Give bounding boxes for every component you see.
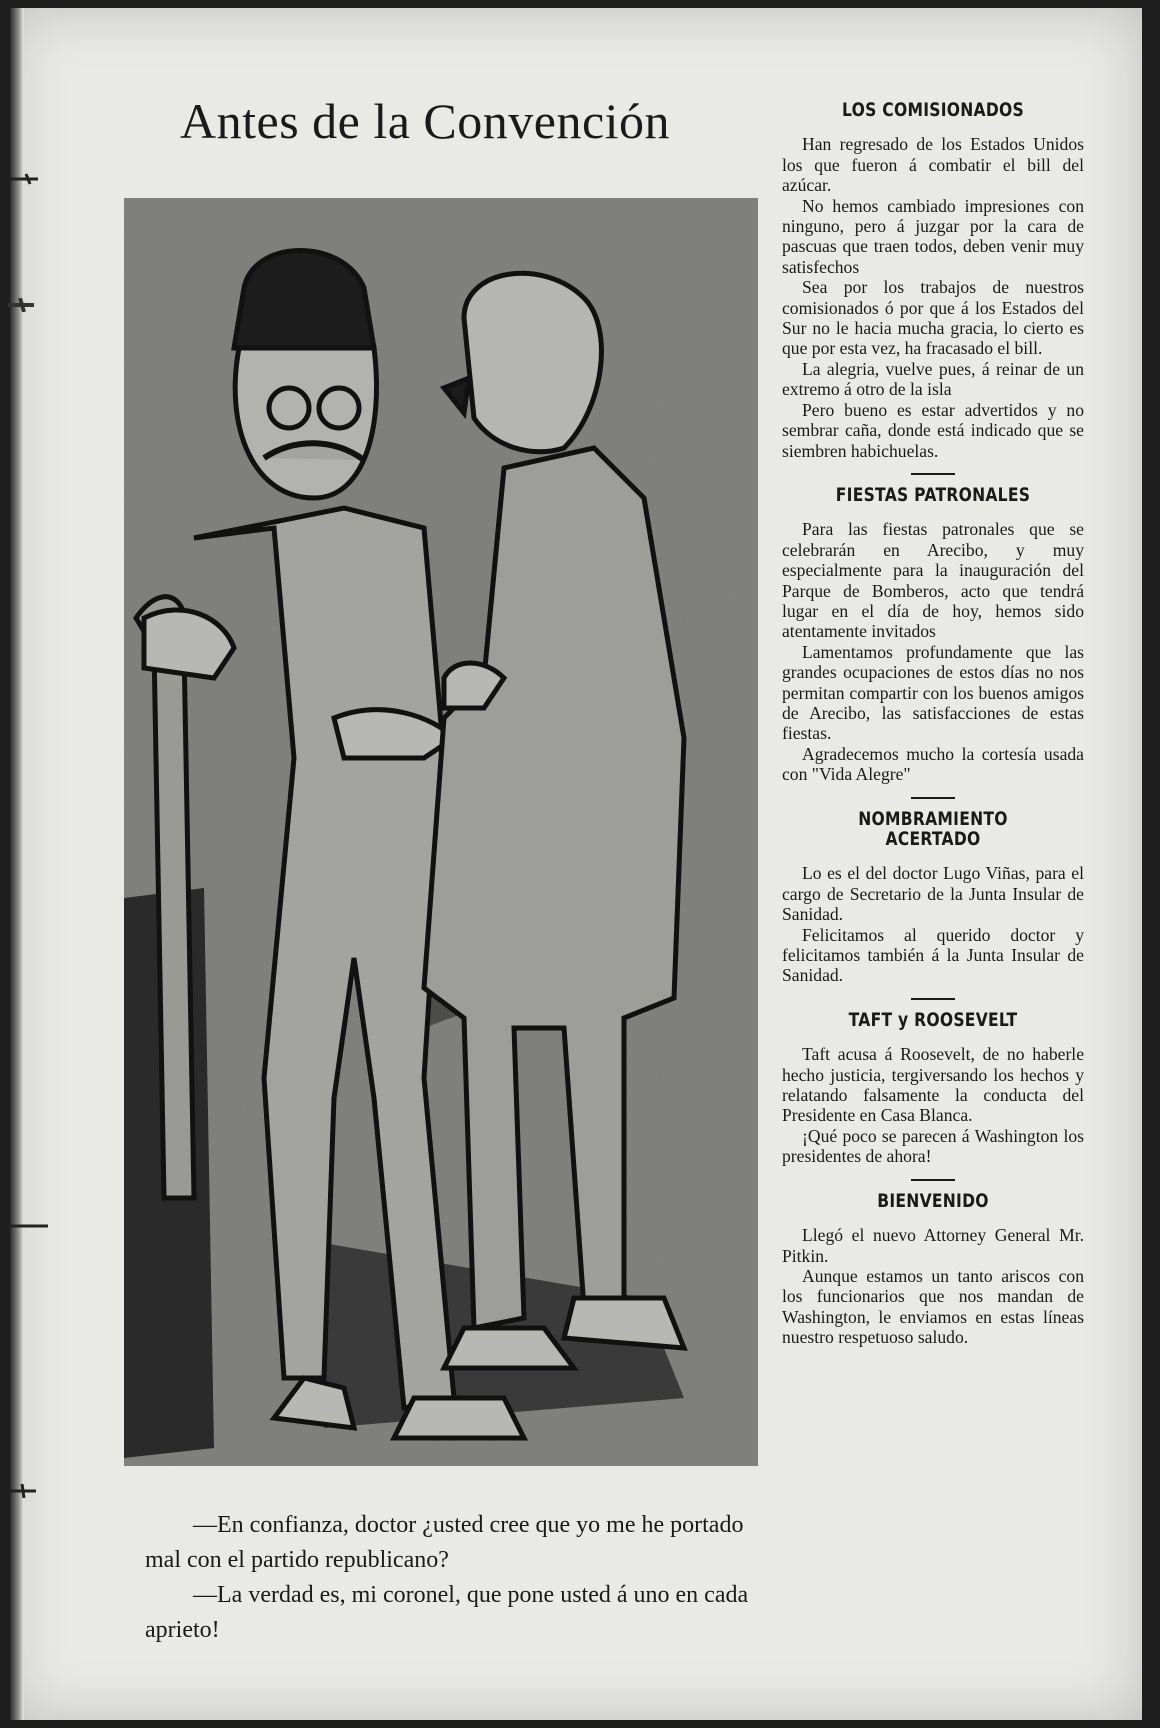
section-paragraph: ¡Qué poco se parecen á Washington los presidentes de ahora! (782, 1125, 1084, 1167)
caption-line: —La verdad es, mi coronel, que pone usted á uno en cada aprieto! (145, 1582, 749, 1643)
page-title: Antes de la Convención (180, 93, 671, 149)
section-heading: FIESTAS PATRONALES (835, 483, 1031, 506)
section-divider (911, 473, 955, 475)
section-paragraph: Taft acusa á Roosevelt, de no haberle hecho justicia, tergiversando los hechos y relatando falsamente la conducta del Presidente en Casa Blanca. (782, 1044, 1084, 1126)
cartoon-illustration (124, 198, 758, 1466)
section-paragraph: Para las fiestas patronales que se celebrarán en Arecibo, y muy especialmente para la inauguración del Parque de Bomberos, acto que tendrá lugar en el día de hoy, hemos sido atentamente invitados (782, 519, 1084, 642)
news-section-nombramiento (782, 809, 1084, 986)
news-section-comisionados (782, 100, 1084, 461)
section-paragraph: Aunque estamos un tanto ariscos con los funcionarios que nos mandan de Washington, le enviamos en estas líneas nuestro respetuoso saludo. (782, 1265, 1084, 1348)
section-heading: TAFT y ROOSEVELT (848, 1008, 1018, 1031)
section-paragraph: Felicitamos al querido doctor y felicitamos también á la Junta Insular de Sanidad. (782, 924, 1084, 986)
section-paragraph: Lamentamos profundamente que las grandes ocupaciones de estos días no nos permitan compartir con los buenos amigos de Arecibo, las satisfacciones de estas fiestas. (782, 641, 1084, 744)
news-section-bienvenido (782, 1191, 1084, 1348)
caption-line: —En confianza, doctor ¿usted cree que yo me he portado mal con el partido republicano? (145, 1512, 744, 1573)
section-heading: LOS COMISIONADOS (842, 99, 1024, 121)
section-paragraph: Llegó el nuevo Attorney General Mr. Pitkin. (782, 1225, 1084, 1266)
cartoon-caption (145, 1508, 775, 1648)
magazine-page (10, 8, 1142, 1720)
section-paragraph: Han regresado de los Estados Unidos los que fueron á combatir el bill del azúcar. (782, 134, 1084, 196)
section-paragraph: Pero bueno es estar advertidos y no sembrar caña, donde está indicado que se siembren habichuelas. (782, 399, 1084, 461)
section-paragraph: La alegria, vuelve pues, á reinar de un extremo á otro de la isla (782, 358, 1084, 400)
news-section-fiestas (782, 485, 1084, 785)
binding-stitch-mark (8, 1484, 48, 1498)
page-binding-edge (10, 8, 24, 1720)
binding-stitch-mark (8, 1218, 48, 1232)
binding-stitch-mark (8, 298, 48, 312)
news-section-taft-roosevelt (782, 1010, 1084, 1167)
section-paragraph: Sea por los trabajos de nuestros comisionados ó por que á los Estados del Sur no le hacia mucha gracia, lo cierto es que por esta vez, ha fracasado el bill. (782, 277, 1084, 359)
section-divider (911, 1179, 955, 1181)
section-divider (911, 998, 955, 1000)
section-paragraph: Lo es el del doctor Lugo Viñas, para el cargo de Secretario de la Junta Insular de Sanidad. (782, 863, 1084, 925)
section-paragraph: No hemos cambiado impresiones con ninguno, pero á juzgar por la cara de pascuas que traen todos, deben venir muy satisfechos (782, 195, 1084, 277)
section-divider (911, 797, 955, 799)
section-heading: NOMBRAMIENTO ACERTADO (858, 807, 1008, 850)
news-column (782, 100, 1084, 1348)
section-heading: BIENVENIDO (877, 1189, 989, 1212)
binding-stitch-mark (8, 172, 48, 186)
section-paragraph: Agradecemos mucho la cortesía usada con "Vida Alegre" (782, 743, 1084, 785)
